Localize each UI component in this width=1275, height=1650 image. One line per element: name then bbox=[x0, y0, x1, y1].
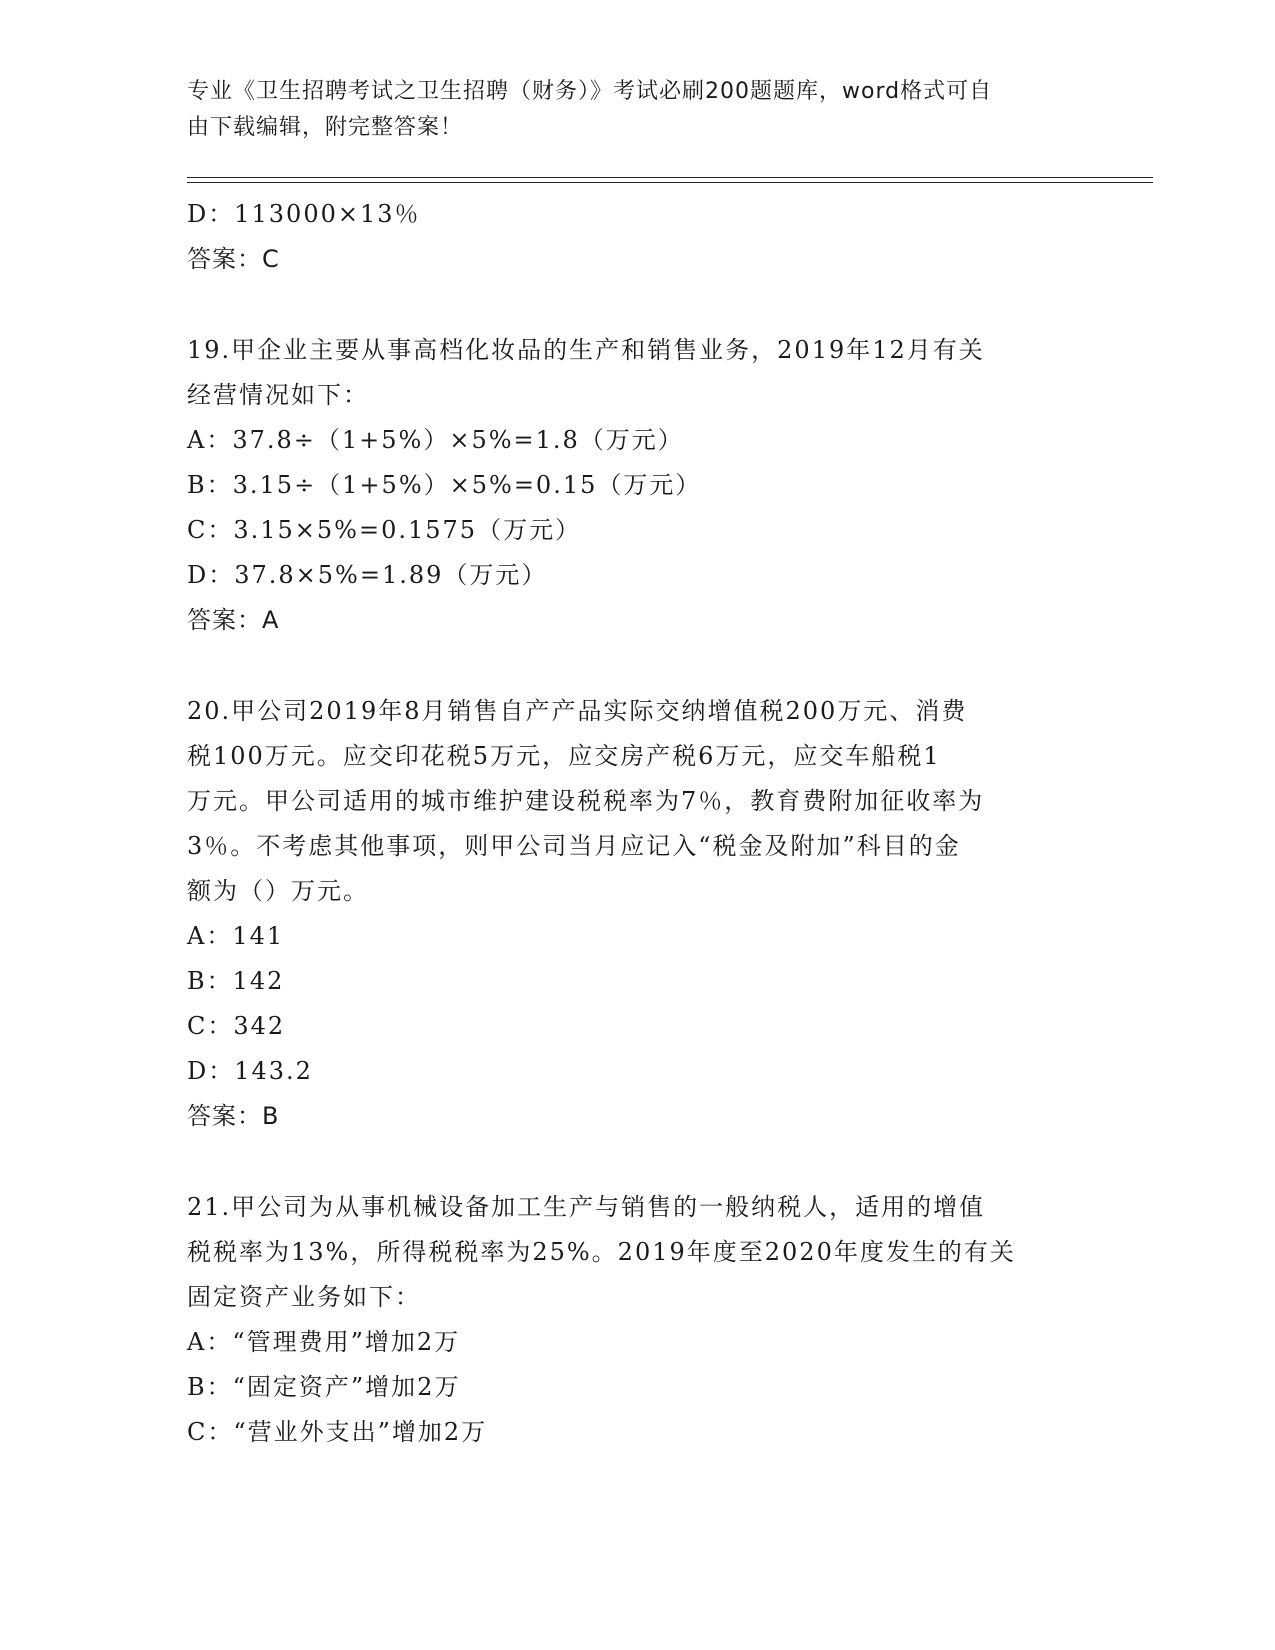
q20-answer: 答案：B bbox=[187, 1102, 280, 1130]
spacer bbox=[187, 643, 1087, 689]
header-divider-top bbox=[187, 177, 1153, 178]
q19-stem-line-2: 经营情况如下： bbox=[187, 381, 369, 409]
header-line-2: 由下载编辑，附完整答案！ bbox=[187, 115, 464, 140]
prev-option-d: D：113000×13％ bbox=[187, 200, 421, 228]
q20-option-c: C：342 bbox=[187, 1012, 286, 1040]
header-line-1: 专业《卫生招聘考试之卫生招聘（财务）》考试必刷200题题库，word格式可自 bbox=[187, 79, 993, 104]
document-body bbox=[187, 192, 1087, 1455]
q21-stem-line-1: 21.甲公司为从事机械设备加工生产与销售的一般纳税人，适用的增值 bbox=[187, 1193, 986, 1221]
q21-option-a: A：“管理费用”增加2万 bbox=[187, 1328, 461, 1356]
document-header bbox=[187, 74, 1067, 146]
q20-option-a: A：141 bbox=[187, 922, 285, 950]
header-divider-bottom bbox=[187, 182, 1153, 183]
q21-stem-line-2: 税税率为13%，所得税税率为25%。2019年度至2020年度发生的有关 bbox=[187, 1238, 1016, 1266]
q19-stem-line-1: 19.甲企业主要从事高档化妆品的生产和销售业务，2019年12月有关 bbox=[187, 336, 985, 364]
spacer bbox=[187, 282, 1087, 328]
q21-option-c: C：“营业外支出”增加2万 bbox=[187, 1418, 488, 1446]
q20-option-d: D：143.2 bbox=[187, 1057, 313, 1085]
q19-option-b: B：3.15÷（1+5%）×5%=0.15（万元） bbox=[187, 471, 702, 499]
q20-stem-line-4: 3％。不考虑其他事项，则甲公司当月应记入“税金及附加”科目的金 bbox=[187, 832, 961, 860]
spacer bbox=[187, 1139, 1087, 1185]
q19-option-c: C：3.15×5%=0.1575（万元） bbox=[187, 516, 582, 544]
q19-option-d: D：37.8×5%=1.89（万元） bbox=[187, 561, 548, 589]
q20-stem-line-5: 额为（）万元。 bbox=[187, 877, 369, 905]
q20-option-b: B：142 bbox=[187, 967, 285, 995]
q21-stem-line-3: 固定资产业务如下： bbox=[187, 1283, 421, 1311]
q21-option-b: B：“固定资产”增加2万 bbox=[187, 1373, 461, 1401]
q20-stem-line-3: 万元。甲公司适用的城市维护建设税税率为7％，教育费附加征收率为 bbox=[187, 787, 985, 815]
q20-stem-line-1: 20.甲公司2019年8月销售自产产品实际交纳增值税200万元、消费 bbox=[187, 697, 968, 725]
q20-stem-line-2: 税100万元。应交印花税5万元，应交房产税6万元，应交车船税1 bbox=[187, 742, 941, 770]
prev-answer: 答案：C bbox=[187, 245, 280, 273]
q19-answer: 答案：A bbox=[187, 606, 280, 634]
q19-option-a: A：37.8÷（1+5%）×5%=1.8（万元） bbox=[187, 426, 684, 454]
